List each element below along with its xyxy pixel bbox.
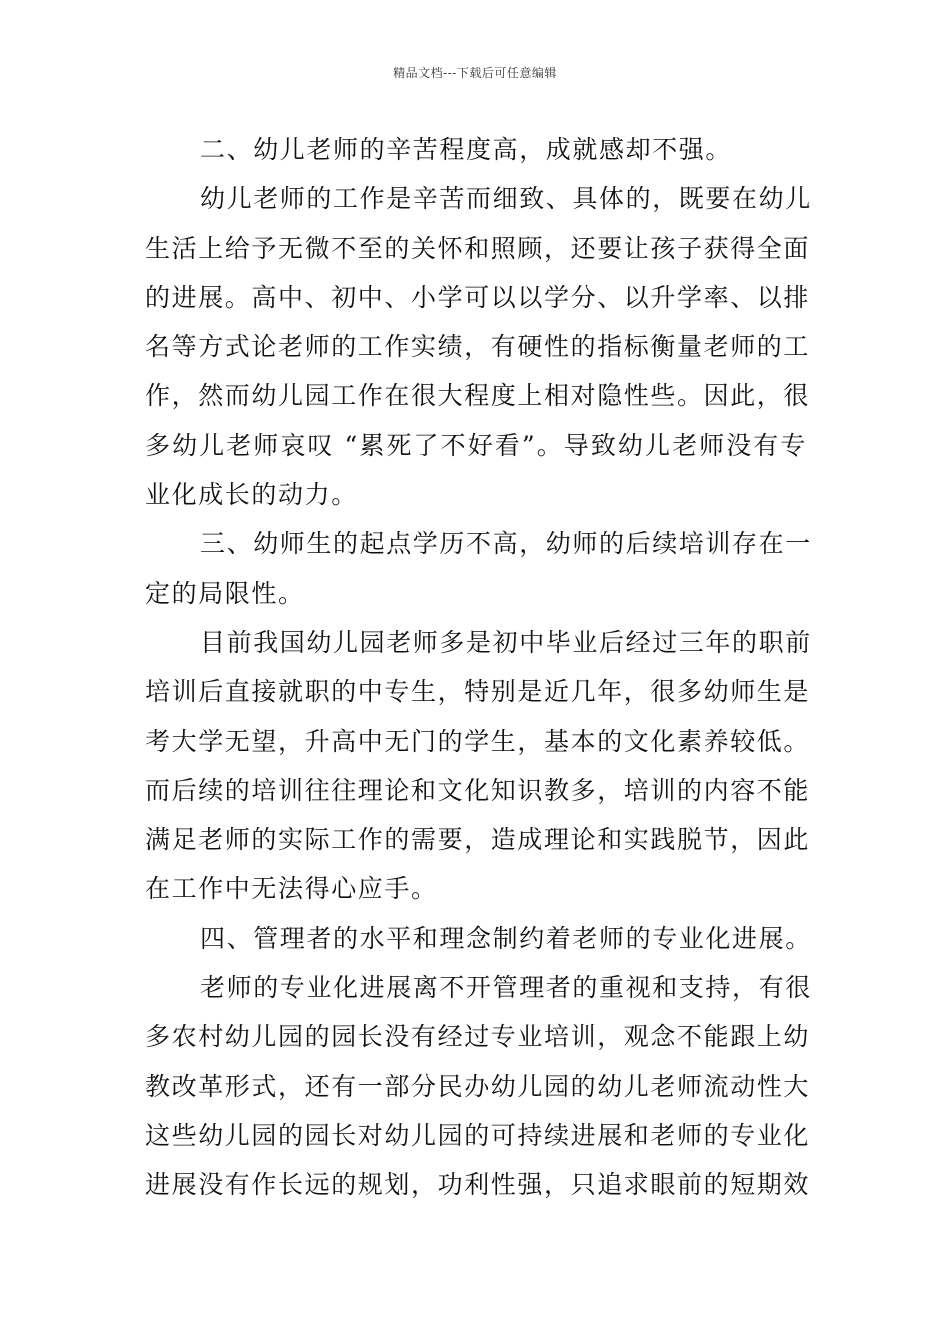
document-body	[145, 125, 812, 1210]
paragraph-line: 满足老师的实际工作的需要，造成理论和实践脱节，因此	[145, 825, 811, 855]
paragraph-line: 生活上给予无微不至的关怀和照顾，还要让孩子获得全面	[145, 233, 811, 263]
paragraph-line: 目前我国幼儿园老师多是初中毕业后经过三年的职前	[200, 627, 812, 657]
page-header: 精品文档---下载后可任意编辑	[393, 66, 557, 80]
paragraph-line: 作，然而幼儿园工作在很大程度上相对隐性些。因此，很	[145, 381, 811, 411]
paragraph-line: 多农村幼儿园的园长没有经过专业培训，观念不能跟上幼	[145, 1022, 811, 1052]
paragraph-line: 教改革形式，还有一部分民办幼儿园的幼儿老师流动性大	[145, 1071, 811, 1101]
paragraph-line: 进展没有作长远的规划，功利性强，只追求眼前的短期效	[145, 1170, 811, 1200]
heading-4: 四、管理者的水平和理念制约着老师的专业化进展。	[200, 923, 812, 953]
paragraph-line: 老师的专业化进展离不开管理者的重视和支持，有很	[200, 973, 812, 1003]
paragraph-line: 考大学无望，升高中无门的学生，基本的文化素养较低。	[145, 726, 811, 756]
paragraph-line: 业化成长的动力。	[145, 480, 358, 510]
paragraph-line: 名等方式论老师的工作实绩，有硬性的指标衡量老师的工	[145, 332, 811, 362]
paragraph-line: 的进展。高中、初中、小学可以以学分、以升学率、以排	[145, 282, 811, 312]
paragraph-line: 在工作中无法得心应手。	[145, 874, 438, 904]
heading-3: 三、幼师生的起点学历不高，幼师的后续培训存在一	[200, 529, 812, 559]
paragraph-line: 而后续的培训往往理论和文化知识教多，培训的内容不能	[145, 775, 811, 805]
paragraph-line: 培训后直接就职的中专生，特别是近几年，很多幼师生是	[145, 677, 811, 707]
heading-3-continued: 定的局限性。	[145, 578, 305, 608]
paragraph-line: 幼儿老师的工作是辛苦而细致、具体的，既要在幼儿	[200, 184, 812, 214]
paragraph-line: 多幼儿老师哀叹 “累死了不好看”。导致幼儿老师没有专	[145, 430, 807, 460]
paragraph-line: 这些幼儿园的园长对幼儿园的可持续进展和老师的专业化	[145, 1120, 811, 1150]
heading-2: 二、幼儿老师的辛苦程度高，成就感却不强。	[200, 135, 733, 164]
